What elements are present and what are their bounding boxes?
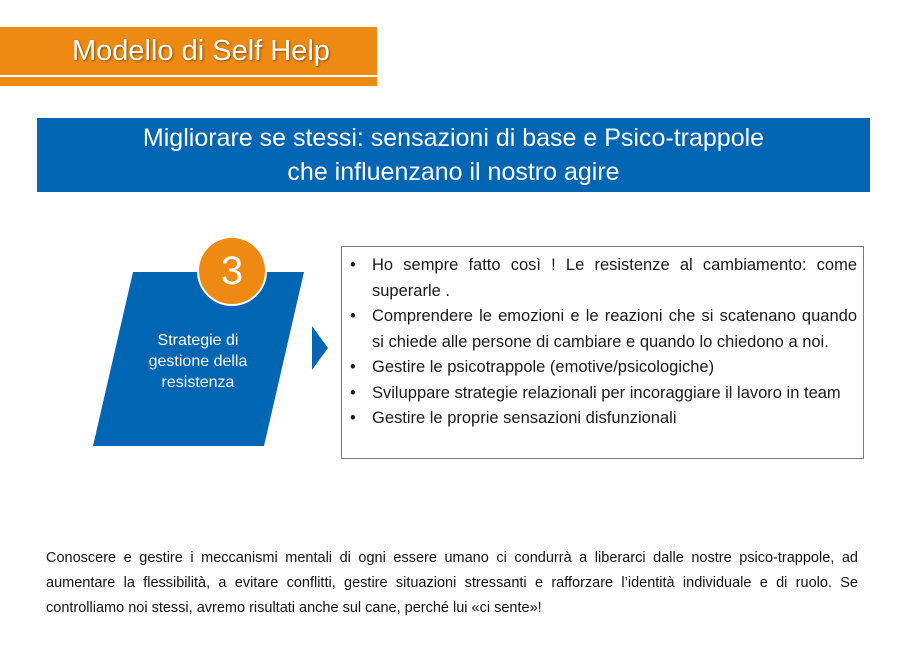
page-title: Modello di Self Help [72,35,330,67]
bullet-icon: • [350,383,356,402]
list-item [348,406,857,432]
list-item-text: Gestire le psicotrappole (emotive/psicologiche) [372,358,715,376]
step-label: Strategie di gestione della resistenza [148,332,248,391]
bullet-icon: • [350,256,356,274]
subtitle-banner [37,118,870,192]
list-item-text: Comprendere le emozioni e le reazioni che si scatenano quando si chiede alle persone di cambiare e quando lo chiedono a noi. [372,307,857,351]
list-item [348,304,857,355]
points-list [348,253,857,432]
points-box [341,246,864,459]
list-item [348,381,857,407]
step-number-badge: 3 [197,236,267,306]
bullet-icon: • [350,358,356,376]
bullet-icon: • [350,409,356,427]
bullet-icon: • [350,307,356,325]
list-item [348,355,857,381]
banner-line-2: che influenzano il nostro agire [287,158,620,186]
banner-line-1: Migliorare se stessi: sensazioni di base e Psico-trappole [142,124,765,152]
arrow-right-icon [312,326,328,370]
header-rule [0,75,377,77]
list-item-text: Ho sempre fatto così ! Le resistenze al cambiamento: come superarle . [372,256,857,300]
list-item [348,253,857,304]
list-item-text: Gestire le proprie sensazioni disfunzionali [372,409,677,427]
list-item-text: Sviluppare strategie relazionali per incoraggiare il lavoro in team [372,383,841,402]
footer-paragraph: Conoscere e gestire i meccanismi mentali di ogni essere umano ci condurrà a liberarci dalle nostre psico-trappole, ad aumentare la flessibilità, a evitare conflitti, gestire situazioni stressanti e rafforzare l’identità individuale e di ruolo. Se controlliamo noi stessi, avremo risultati anche sul cane, perché lui «ci sente»! [46,550,858,616]
header-bar [0,27,377,86]
